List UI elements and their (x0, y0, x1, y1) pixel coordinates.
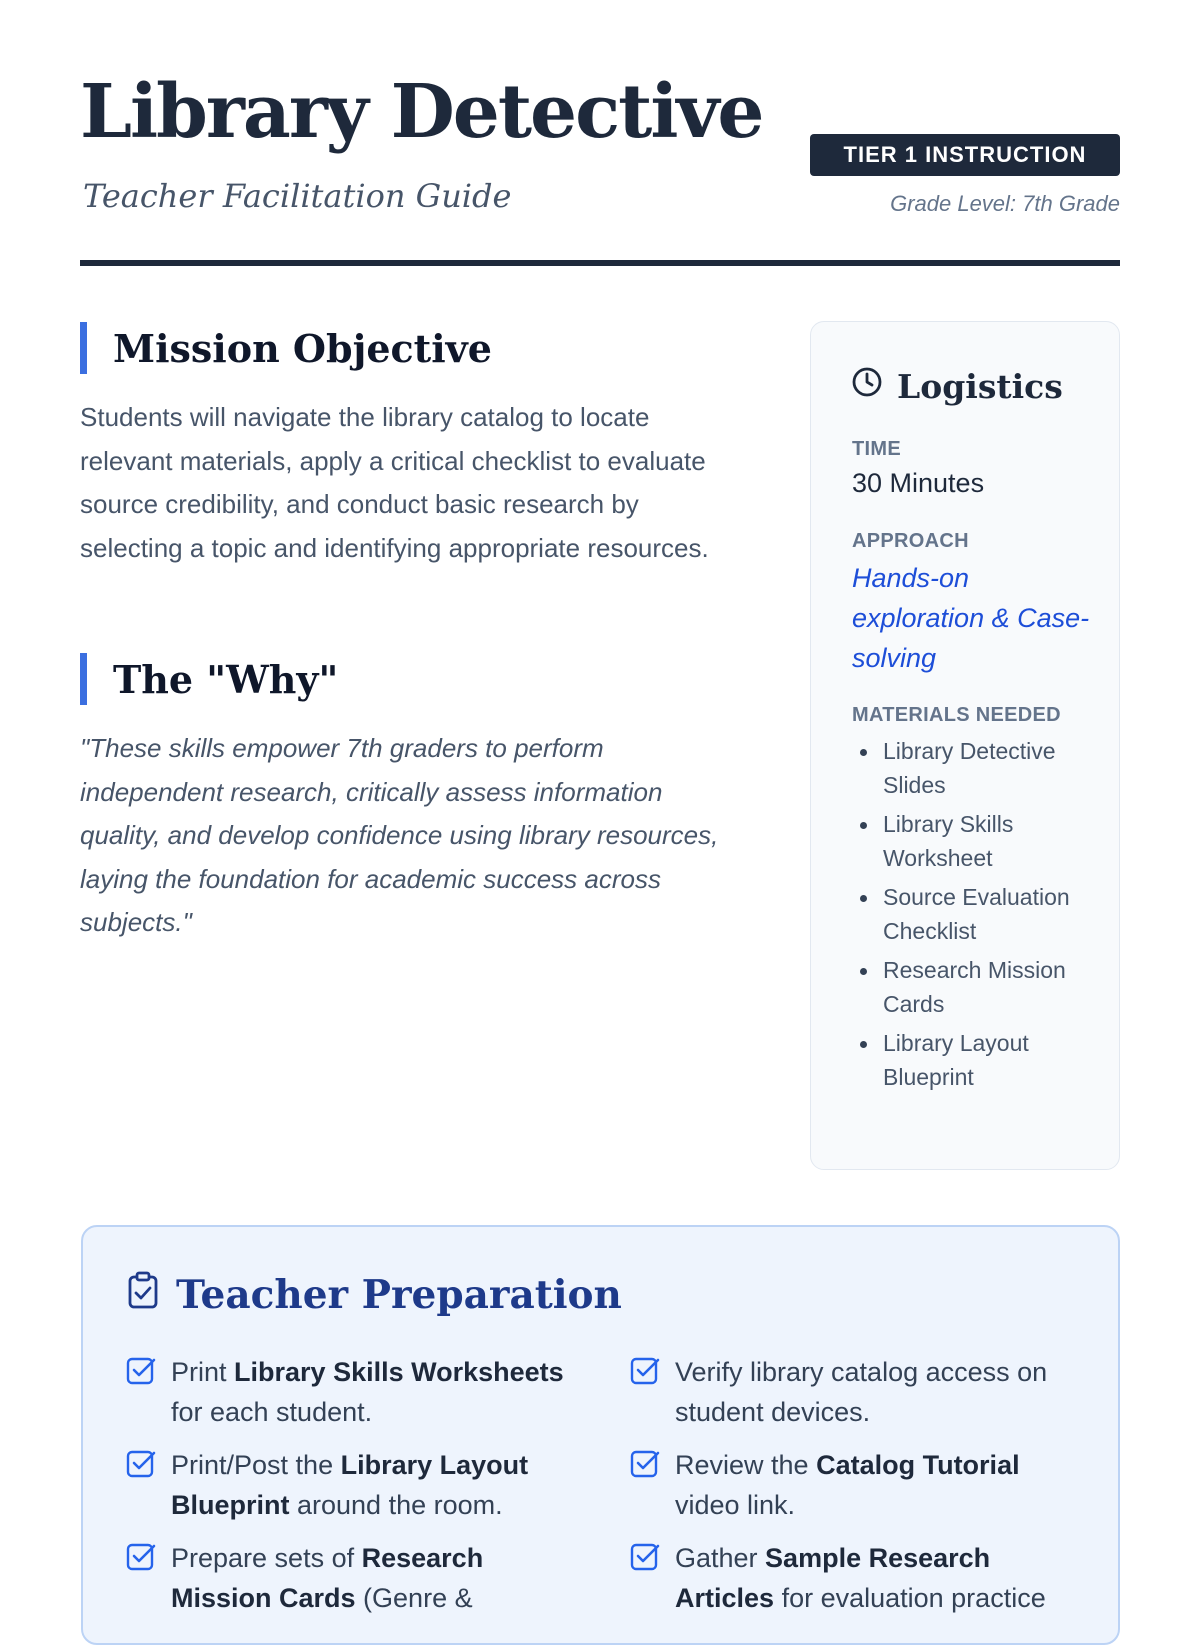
prep-item: Prepare sets of Research Mission Cards (Genre & (171, 1538, 581, 1618)
checkbox-checked-icon (630, 1356, 660, 1397)
list-item: Library Detective Slides (851, 735, 1101, 802)
checkbox-checked-icon (126, 1542, 156, 1583)
time-label: TIME (852, 438, 901, 460)
materials-list (851, 735, 1101, 1100)
list-item: Research Mission Cards (851, 954, 1101, 1021)
clock-icon (851, 366, 883, 406)
approach-label: APPROACH (852, 530, 969, 552)
materials-label: MATERIALS NEEDED (852, 704, 1061, 726)
list-item: Library Skills Worksheet (851, 808, 1101, 875)
checkbox-checked-icon (126, 1356, 156, 1397)
tier-badge: TIER 1 INSTRUCTION (810, 134, 1120, 176)
mission-text: Students will navigate the library catalog to locate relevant materials, apply a critical checklist to evaluate source credibility, and conduct basic research by selecting a topic and identifying appropriate resources. (80, 402, 709, 563)
clipboard-check-icon (126, 1271, 160, 1319)
logistics-title: Logistics (897, 366, 1063, 406)
list-item: Source Evaluation Checklist (851, 881, 1101, 948)
why-heading: The "Why" (80, 653, 338, 705)
list-item: Library Layout Blueprint (851, 1027, 1101, 1094)
header-divider (80, 260, 1120, 266)
page-title: Library Detective (80, 69, 763, 155)
checkbox-checked-icon (630, 1449, 660, 1490)
prep-item: Gather Sample Research Articles for evaluation practice (675, 1538, 1085, 1618)
prep-item: Print/Post the Library Layout Blueprint around the room. (171, 1445, 581, 1525)
page-subtitle: Teacher Facilitation Guide (83, 177, 512, 215)
preparation-title: Teacher Preparation (176, 1272, 622, 1318)
logistics-heading (851, 366, 1063, 406)
why-quote: "These skills empower 7th graders to perform independent research, critically assess information quality, and develop confidence using library resources, laying the foundation for academic success across subjects." (80, 733, 719, 937)
grade-level: Grade Level: 7th Grade (890, 191, 1120, 216)
preparation-heading (126, 1271, 622, 1319)
mission-heading: Mission Objective (80, 322, 492, 374)
checkbox-checked-icon (630, 1542, 660, 1583)
time-value: 30 Minutes (852, 468, 985, 498)
prep-item: Review the Catalog Tutorial video link. (675, 1445, 1085, 1525)
approach-value: Hands-on exploration & Case-solving (852, 563, 1090, 673)
teacher-preparation-panel (81, 1225, 1120, 1645)
prep-item: Verify library catalog access on student devices. (675, 1352, 1085, 1432)
prep-item: Print Library Skills Worksheets for each student. (171, 1352, 581, 1432)
checkbox-checked-icon (126, 1449, 156, 1490)
